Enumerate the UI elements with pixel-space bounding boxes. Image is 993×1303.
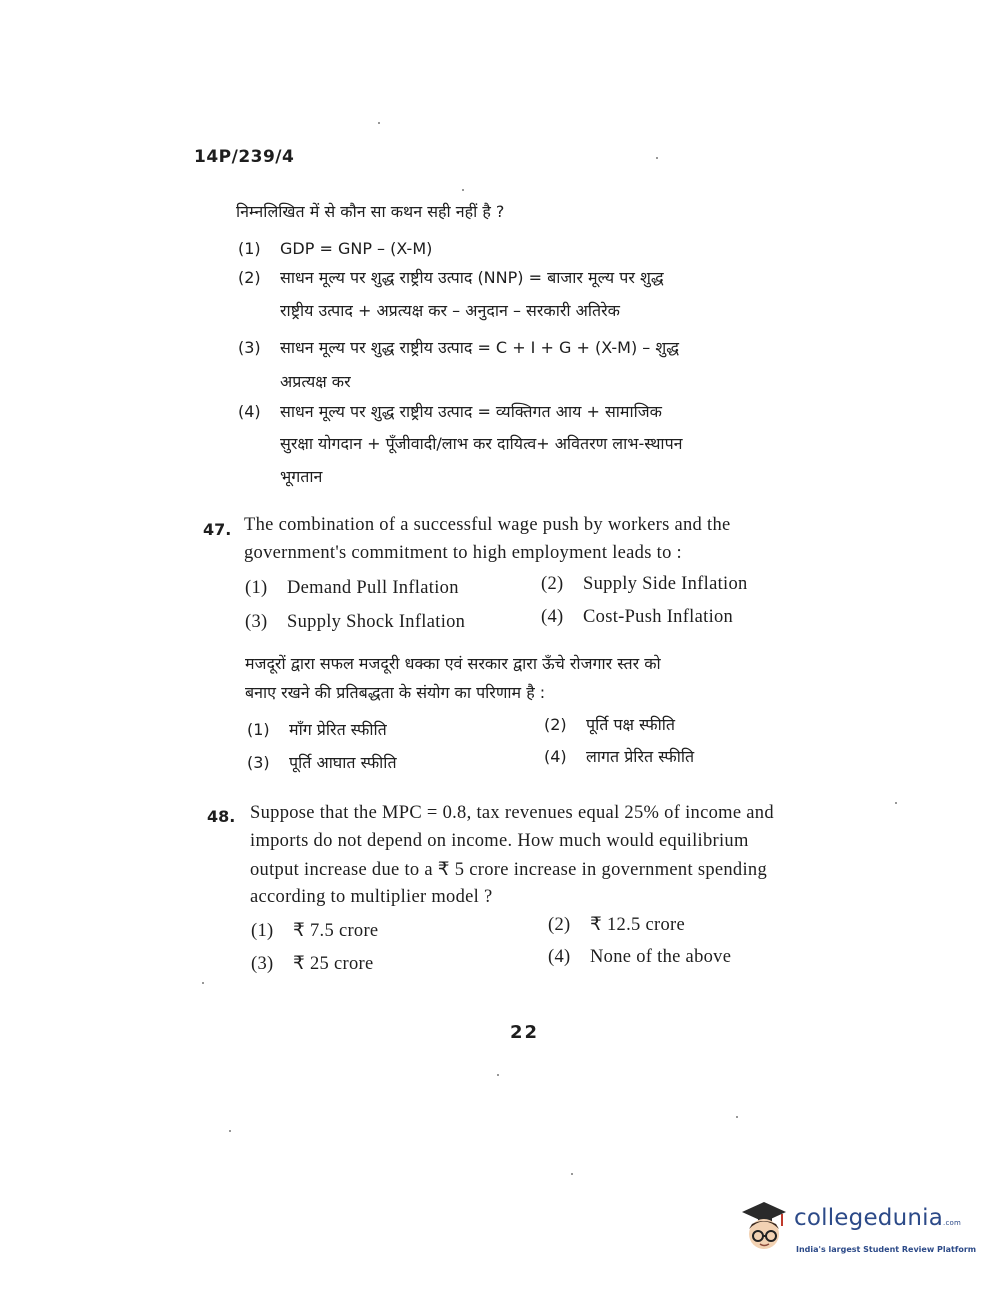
scan-speck [497, 1074, 499, 1076]
q46-option-4 [238, 400, 662, 422]
q47-stem-line-2: government's commitment to high employment leads to : [244, 543, 682, 563]
scan-speck [229, 1130, 231, 1132]
q46-option-3 [238, 336, 679, 358]
option-number: (2) [548, 915, 571, 935]
option-text: GDP = GNP – (X-M) [280, 239, 433, 258]
scan-speck [736, 1116, 738, 1118]
q47-stem-hi-line-1: मजदूरों द्वारा सफल मजदूरी धक्का एवं सरकार द्वारा ऊँचे रोजगार स्तर को [245, 654, 661, 673]
scan-speck [202, 982, 204, 984]
scan-speck [656, 157, 658, 159]
q47-number: 47. [203, 520, 232, 539]
q48-stem-line-1: Suppose that the MPC = 0.8, tax revenues equal 25% of income and [250, 803, 774, 823]
option-number: (2) [544, 715, 567, 734]
q46-option-4-cont2: भूगतान [280, 467, 323, 486]
q46-stem: निम्नलिखित में से कौन सा कथन सही नहीं है ? [236, 202, 505, 221]
q48-stem-line-3: output increase due to a ₹ 5 crore increase in government spending [250, 860, 768, 880]
option-number: (3) [251, 954, 274, 974]
option-number: (1) [251, 921, 274, 941]
brand-suffix: .com [943, 1219, 962, 1227]
q46-option-2-cont: राष्ट्रीय उत्पाद + अप्रत्यक्ष कर – अनुदान – सरकारी अतिरेक [280, 301, 620, 320]
option-text: साधन मूल्य पर शुद्ध राष्ट्रीय उत्पाद = C + I + G + (X-M) – शुद्ध [280, 338, 680, 357]
brand-tagline: India's largest Student Review Platform [796, 1245, 977, 1254]
q47-hi-option-4 [544, 745, 694, 767]
option-number: (2) [238, 268, 261, 287]
option-text: माँग प्रेरित स्फीति [289, 720, 387, 739]
option-number: (3) [245, 612, 268, 632]
option-number: (1) [247, 720, 270, 739]
option-number: (4) [548, 947, 571, 967]
option-number: (4) [238, 402, 261, 421]
option-text: साधन मूल्य पर शुद्ध राष्ट्रीय उत्पाद (NNP) = बाजार मूल्य पर शुद्ध [280, 268, 664, 287]
option-text: Supply Shock Inflation [287, 612, 466, 632]
q47-hi-option-2 [544, 713, 675, 735]
option-number: (2) [541, 574, 564, 594]
q48-option-2 [548, 914, 685, 936]
option-text: ₹ 7.5 crore [293, 921, 379, 941]
paper-code: 14P/239/4 [194, 147, 295, 167]
q47-option-1 [245, 578, 459, 599]
q47-option-2 [541, 574, 748, 595]
q47-stem-hi-line-2: बनाए रखने की प्रतिबद्धता के संयोग का परिणाम है : [245, 683, 546, 702]
option-number: (1) [238, 239, 261, 258]
q48-option-1 [251, 920, 378, 942]
option-text: ₹ 12.5 crore [590, 915, 685, 935]
q47-hi-option-3 [247, 751, 397, 773]
q48-number: 48. [207, 807, 236, 826]
q48-option-4 [548, 947, 731, 968]
q46-option-1 [238, 239, 432, 258]
q48-stem-line-4: according to multiplier model ? [250, 887, 493, 907]
brand-name [794, 1205, 961, 1231]
scan-speck [571, 1173, 573, 1175]
option-text: लागत प्रेरित स्फीति [586, 747, 695, 766]
option-text: ₹ 25 crore [293, 954, 374, 974]
option-text: साधन मूल्य पर शुद्ध राष्ट्रीय उत्पाद = व्यक्तिगत आय + सामाजिक [280, 402, 662, 421]
q46-option-3-cont: अप्रत्यक्ष कर [280, 372, 351, 391]
scan-speck [462, 189, 464, 191]
q47-option-4 [541, 607, 733, 628]
q47-hi-option-1 [247, 718, 387, 740]
q46-option-4-cont: सुरक्षा योगदान + पूँजीवादी/लाभ कर दायित्व+ अवितरण लाभ-स्थापन [280, 434, 683, 453]
q48-stem-line-2: imports do not depend on income. How much would equilibrium [250, 831, 749, 851]
scan-speck [378, 122, 380, 124]
q46-option-2 [238, 266, 664, 288]
option-text: पूर्ति आघात स्फीति [289, 753, 397, 772]
option-number: (3) [238, 338, 261, 357]
option-text: Cost-Push Inflation [583, 607, 734, 627]
q47-option-3 [245, 612, 465, 633]
option-number: (3) [247, 753, 270, 772]
option-text: Supply Side Inflation [583, 574, 748, 594]
q48-option-3 [251, 953, 374, 975]
page-number: 22 [510, 1022, 540, 1043]
option-number: (4) [541, 607, 564, 627]
option-text: None of the above [590, 947, 732, 967]
option-number: (4) [544, 747, 567, 766]
q47-stem-line-1: The combination of a successful wage push by workers and the [244, 515, 731, 535]
scan-speck [895, 802, 897, 804]
brand-wordmark: collegedunia [794, 1205, 944, 1231]
option-text: पूर्ति पक्ष स्फीति [586, 715, 676, 734]
option-text: Demand Pull Inflation [287, 578, 459, 598]
option-number: (1) [245, 578, 268, 598]
